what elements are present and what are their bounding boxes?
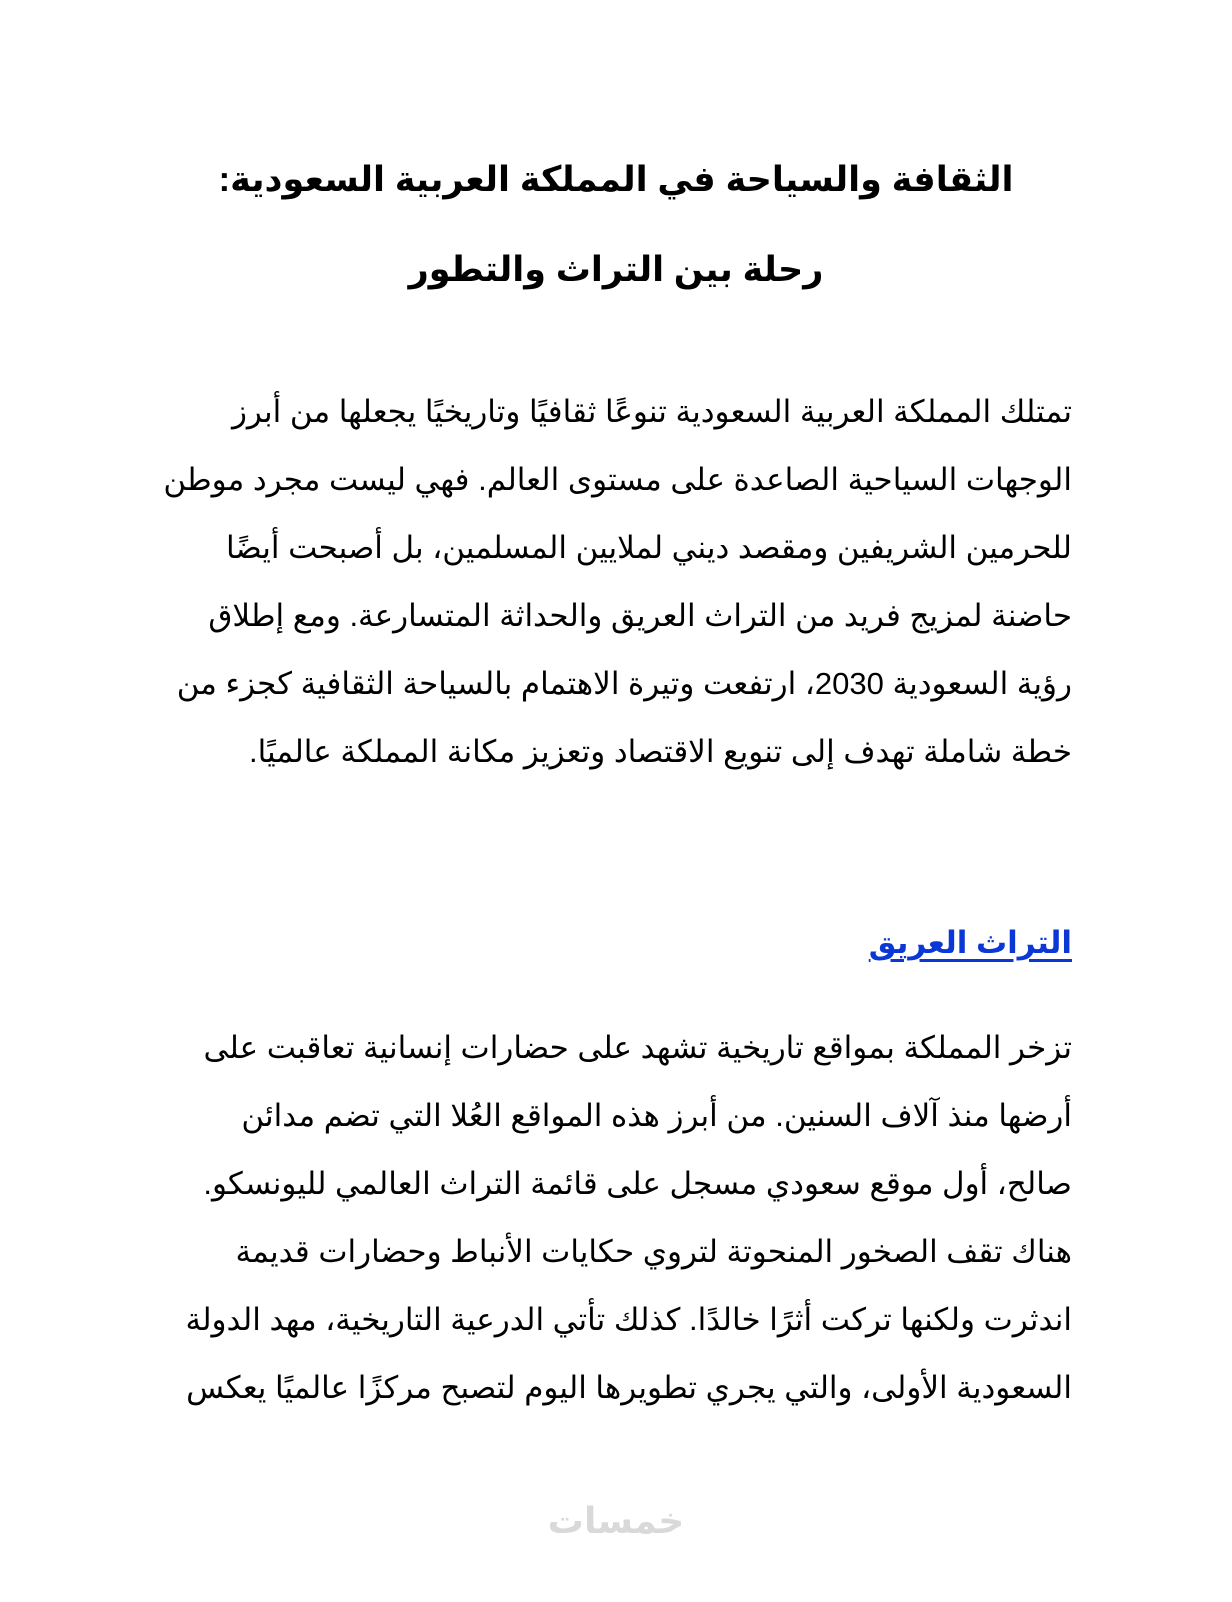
paragraph-line: خطة شاملة تهدف إلى تنويع الاقتصاد وتعزيز مكانة المملكة عالميًا.	[248, 734, 1072, 769]
paragraph-line: للحرمين الشريفين ومقصد ديني لملايين المسلمين، بل أصبحت أيضًا	[225, 530, 1072, 565]
section-heading-link[interactable]: التراث العريق	[868, 925, 1072, 960]
paragraph-line: صالح، أول موقع سعودي مسجل على قائمة التراث العالمي لليونسكو.	[203, 1166, 1072, 1201]
heritage-paragraph	[112, 1014, 1072, 1422]
paragraph-line: الوجهات السياحية الصاعدة على مستوى العالم. فهي ليست مجرد موطن	[163, 462, 1072, 497]
paragraph-line: رؤية السعودية 2030، ارتفعت وتيرة الاهتمام بالسياحة الثقافية كجزء من	[176, 666, 1072, 701]
document-title-line-1: الثقافة والسياحة في المملكة العربية السعودية:	[218, 160, 1014, 199]
paragraph-line: تزخر المملكة بمواقع تاريخية تشهد على حضارات إنسانية تعاقبت على	[203, 1030, 1072, 1065]
document-title-line-2: رحلة بين التراث والتطور	[408, 250, 824, 289]
paragraph-line: أرضها منذ آلاف السنين. من أبرز هذه المواقع العُلا التي تضم مدائن	[241, 1098, 1072, 1133]
paragraph-line: حاضنة لمزيج فريد من التراث العريق والحداثة المتسارعة. ومع إطلاق	[208, 598, 1072, 633]
watermark-logo: خمسات	[547, 1500, 685, 1541]
paragraph-line: هناك تقف الصخور المنحوتة لتروي حكايات الأنباط وحضارات قديمة	[235, 1234, 1072, 1269]
paragraph-line: اندثرت ولكنها تركت أثرًا خالدًا. كذلك تأتي الدرعية التاريخية، مهد الدولة	[185, 1302, 1072, 1337]
paragraph-line: السعودية الأولى، والتي يجري تطويرها اليوم لتصبح مركزًا عالميًا يعكس	[186, 1370, 1072, 1405]
paragraph-line: تمتلك المملكة العربية السعودية تنوعًا ثقافيًا وتاريخيًا يجعلها من أبرز	[231, 394, 1072, 429]
intro-paragraph	[112, 378, 1072, 786]
